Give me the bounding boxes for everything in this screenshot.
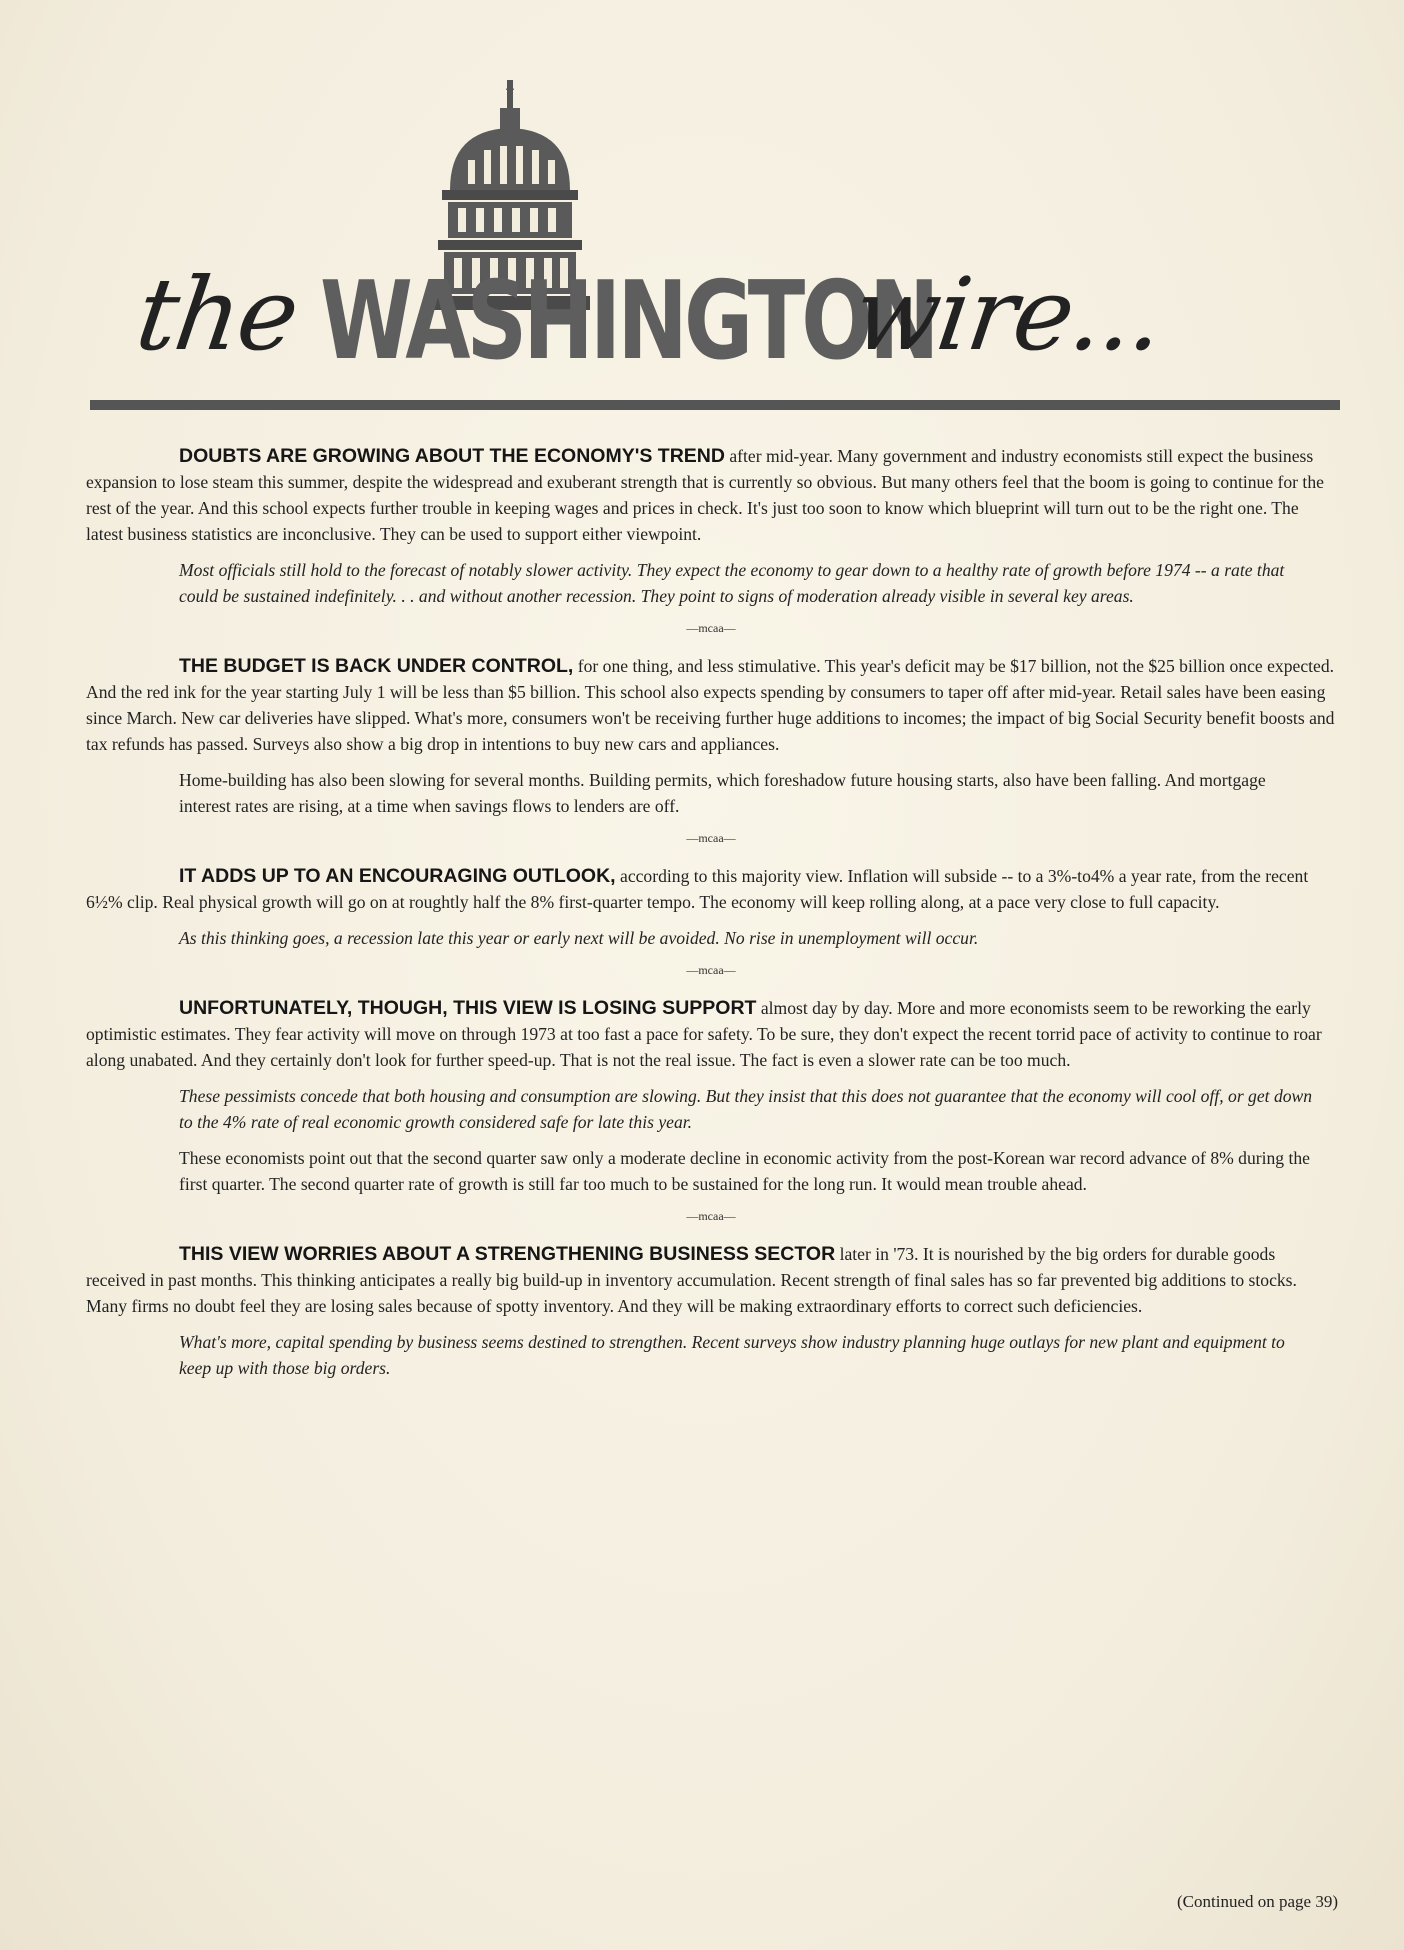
separator-1: —mcaa—: [686, 621, 736, 635]
masthead: [90, 70, 1340, 415]
section-5-sub-1: What's more, capital spending by business seems destined to strengthen. Recent surveys show industry planning huge outlays for new plant and equipment to keep up with those big orders.: [179, 1332, 1285, 1378]
section-1-lead-body: after mid-year. Many government and industry economists still expect the business expansion to lose steam this summer, despite the widespread and exuberant strength that is currently so obvious. But many others feel that the boom is going to continue for the rest of the year. And this school expects further trouble in keeping wages and prices in check. It's just too soon to know which blueprint will turn out to be the right one. The latest business statistics are inconclusive. They can be used to support either viewpoint.: [86, 446, 1324, 544]
section-5-lead-body: later in '73. It is nourished by the big orders for durable goods received in past months. This thinking anticipates a really big build-up in inventory accumulation. Recent strength of final sales has so far prevented big additions to stocks. Many firms no doubt feel they are losing sales because of spotty inventory. And they will be making extraordinary efforts to correct such deficiencies.: [86, 1244, 1297, 1316]
masthead-wire: wire...: [846, 256, 1170, 373]
separator-2: —mcaa—: [686, 831, 736, 845]
section-2-sub-1: Home-building has also been slowing for several months. Building permits, which foreshadow future housing starts, also have been falling. And mortgage interest rates are rising, at a time when savings flows to lenders are off.: [179, 770, 1266, 816]
masthead-washington: WASHINGTON: [320, 259, 936, 384]
section-4-sub-1: These pessimists concede that both housing and consumption are slowing. But they insist that this does not guarantee that the economy will cool off, or get down to the 4% rate of real economic growth considered safe for late this year.: [179, 1086, 1313, 1132]
section-1-sub-1: Most officials still hold to the forecast of notably slower activity. They expect the economy to gear down to a healthy rate of growth before 1974 -- a rate that could be sustained indefinitely. . . and without another recession. They point to signs of moderation already visible in several key areas.: [179, 560, 1285, 606]
continued-note: (Continued on page 39): [1177, 1892, 1338, 1911]
section-2-lead: [86, 653, 1336, 757]
section-1-lead: [86, 443, 1336, 547]
section-3-lead-body: according to this majority view. Inflation will subside -- to a 3%-to4% a year rate, from the recent 6½% clip. Real physical growth will go on at roughtly half the 8% first-quarter tempo. The economy will keep rolling along, at a pace very close to full capacity.: [86, 866, 1309, 912]
separator-4: —mcaa—: [686, 1209, 736, 1223]
section-4-lead: [86, 995, 1336, 1073]
section-4-heading: UNFORTUNATELY, THOUGH, THIS VIEW IS LOSING SUPPORT: [179, 997, 757, 1019]
section-3-lead: [86, 863, 1336, 915]
masthead-rule: [90, 400, 1340, 410]
separator-3: —mcaa—: [686, 963, 736, 977]
section-4-lead-body: almost day by day. More and more economists seem to be reworking the early optimistic estimates. They fear activity will move on through 1973 at too fast a pace for safety. To be sure, they don't expect the recent torrid pace of activity to continue to roar along unabated. And they certainly don't look for further speed-up. That is not the real issue. The fact is even a slower rate can be too much.: [86, 998, 1322, 1070]
section-2-lead-body: for one thing, and less stimulative. This year's deficit may be $17 billion, not the $25 billion once expected. And the red ink for the year starting July 1 will be less than $5 billion. This school also expects spending by consumers to taper off after mid-year. Retail sales have been easing since March. New car deliveries have slipped. What's more, consumers won't be receiving further huge additions to incomes; the impact of big Social Security benefit boosts and tax refunds has passed. Surveys also show a big drop in intentions to buy new cars and appliances.: [86, 656, 1335, 754]
section-1-heading: DOUBTS ARE GROWING ABOUT THE ECONOMY'S TREND: [179, 445, 725, 467]
section-4-sub-2: These economists point out that the second quarter saw only a moderate decline in economic activity from the post-Korean war record advance of 8% during the first quarter. The second quarter rate of growth is still far too much to be sustained for the long run. It would mean trouble ahead.: [179, 1148, 1310, 1194]
article-body: [86, 443, 1336, 1391]
section-3-heading: IT ADDS UP TO AN ENCOURAGING OUTLOOK,: [179, 865, 616, 887]
section-3-sub-1: As this thinking goes, a recession late this year or early next will be avoided. No rise in unemployment will occur.: [179, 928, 979, 948]
section-5-heading: THIS VIEW WORRIES ABOUT A STRENGTHENING BUSINESS SECTOR: [179, 1243, 836, 1265]
section-5-lead: [86, 1241, 1336, 1319]
masthead-the: the: [129, 256, 305, 373]
section-2-heading: THE BUDGET IS BACK UNDER CONTROL,: [179, 655, 574, 677]
